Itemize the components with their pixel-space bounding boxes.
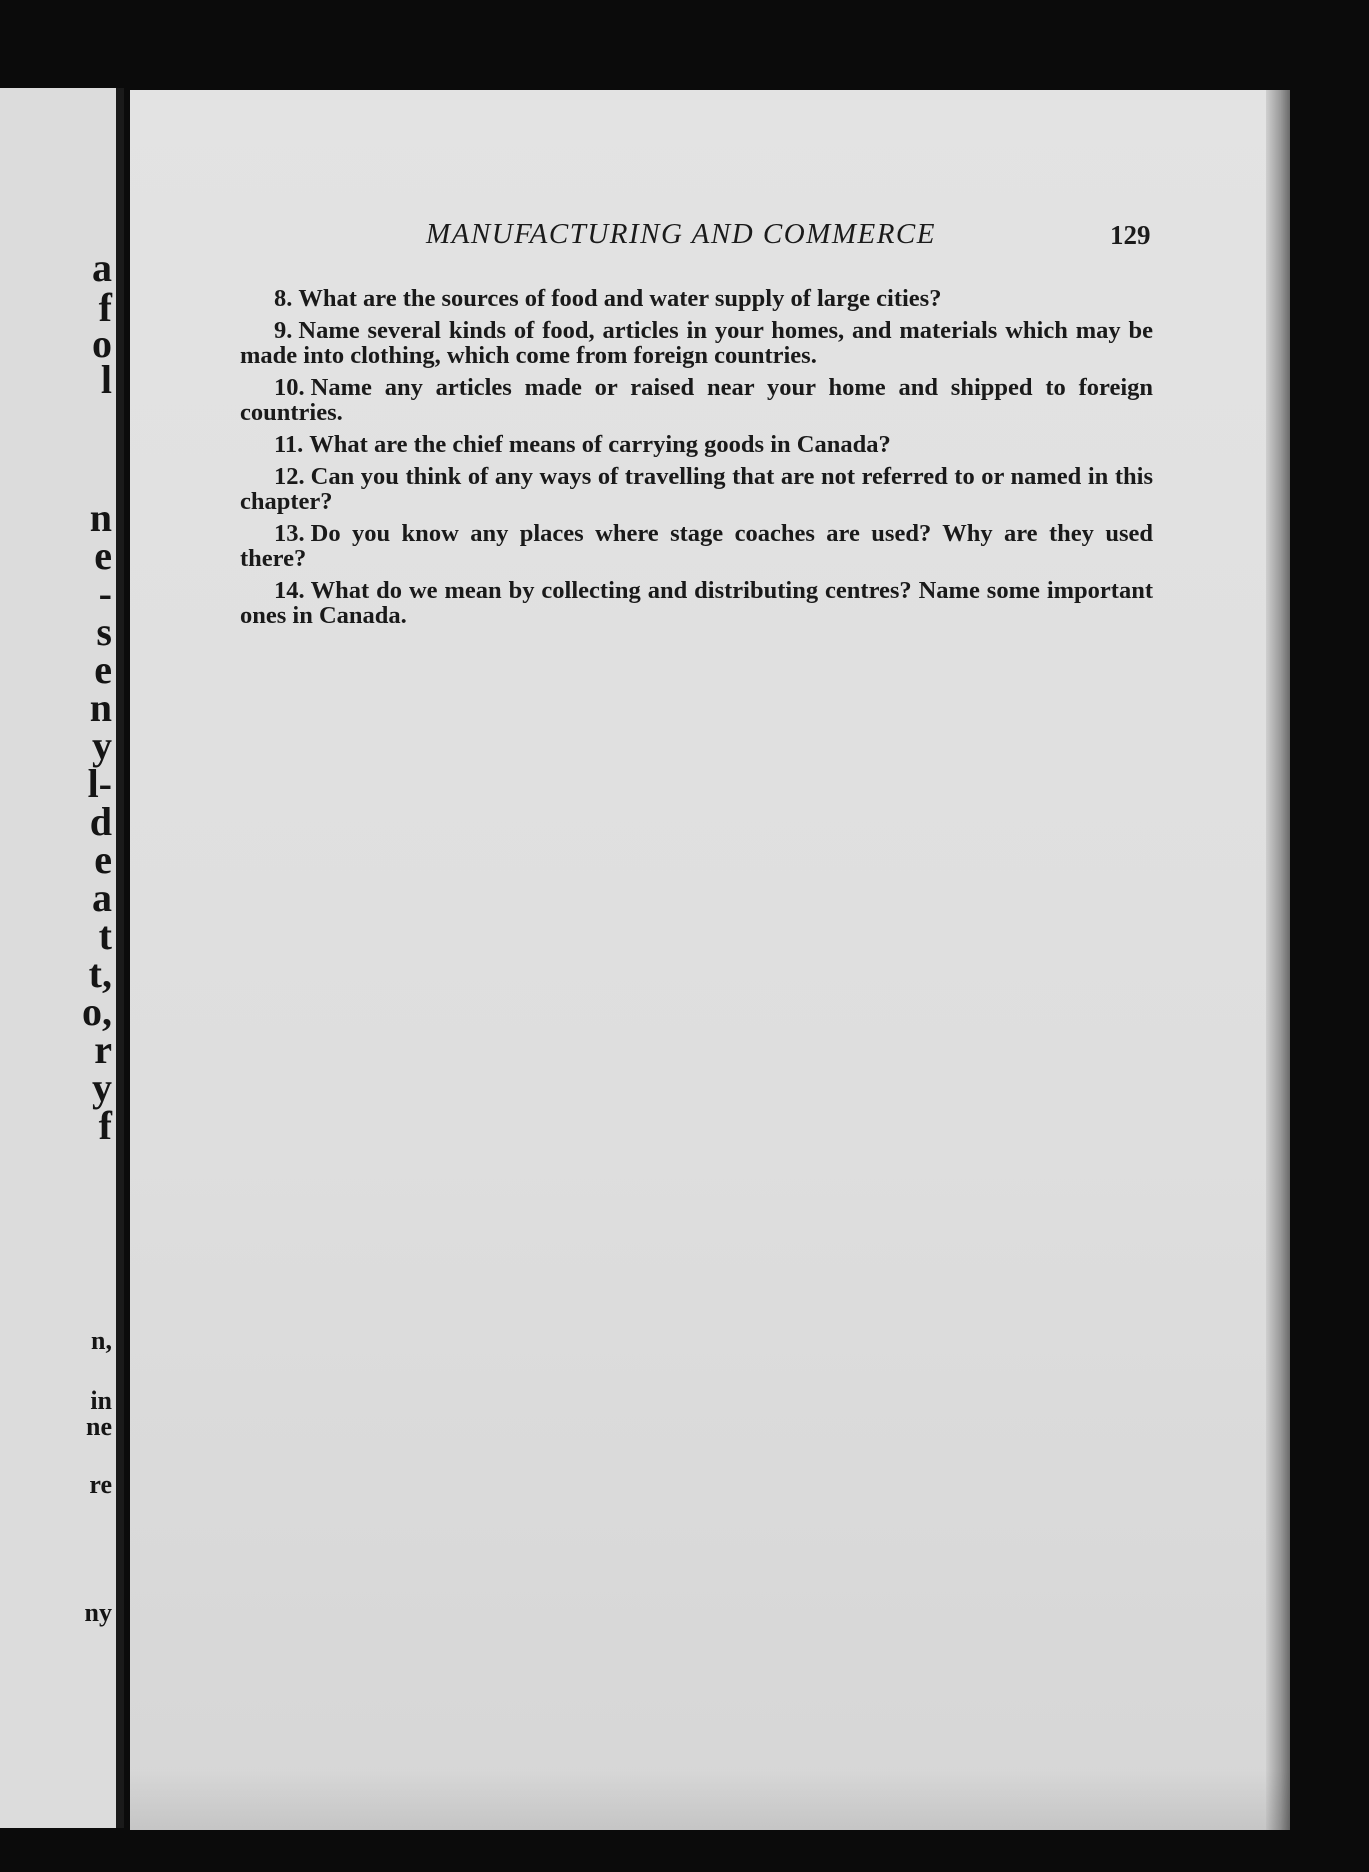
left-page-fragment: - <box>98 571 112 616</box>
left-page-fragment: n <box>89 495 112 540</box>
left-page-fragment: y <box>92 1065 112 1110</box>
running-title: MANUFACTURING AND COMMERCE <box>426 218 936 250</box>
question-item <box>240 432 1153 457</box>
question-number: 10. <box>274 374 305 401</box>
question-text: What do we mean by collecting and distributing centres? Name some important ones in Canada. <box>240 577 1153 629</box>
question-text: What are the chief means of carrying goods in Canada? <box>309 431 891 458</box>
page-bottom-shadow <box>130 1770 1290 1830</box>
page-header <box>130 218 1290 258</box>
question-item <box>240 578 1153 628</box>
left-page-fragment: f <box>98 285 112 330</box>
question-item <box>240 318 1153 368</box>
question-number: 9. <box>274 317 293 344</box>
previous-page-edge <box>0 88 124 1828</box>
left-page-fragment: o <box>92 321 112 366</box>
left-page-fragment: d <box>89 799 112 844</box>
left-page-fragment: e <box>94 533 112 578</box>
question-number: 13. <box>274 520 305 547</box>
question-text: Do you know any places where stage coaches are used? Why are they used there? <box>240 520 1153 572</box>
question-text: What are the sources of food and water supply of large cities? <box>298 285 942 312</box>
left-page-fragment: re <box>89 1470 112 1499</box>
page-edge-shadow <box>1266 90 1290 1830</box>
left-page-fragment: t <box>98 913 112 958</box>
left-page-fragment: ny <box>84 1598 112 1627</box>
left-page-fragment: n <box>89 685 112 730</box>
left-page-fragment: l <box>100 357 112 402</box>
question-number: 8. <box>274 285 293 312</box>
page <box>130 90 1290 1830</box>
left-page-fragment: f <box>98 1103 112 1148</box>
question-number: 12. <box>274 463 305 490</box>
left-page-fragment: y <box>92 723 112 768</box>
left-page-fragment: a <box>92 875 112 920</box>
left-page-fragment: e <box>94 647 112 692</box>
question-item <box>240 375 1153 425</box>
left-page-fragment: n, <box>91 1326 112 1355</box>
question-text: Can you think of any ways of travelling that are not referred to or named in this chapter? <box>240 463 1153 515</box>
question-item <box>240 286 1153 311</box>
question-text: Name any articles made or raised near your home and shipped to foreign countries. <box>240 374 1153 426</box>
left-page-fragment: o, <box>82 989 112 1034</box>
question-item <box>240 521 1153 571</box>
book-gutter <box>116 88 124 1828</box>
left-page-fragment: s <box>96 609 112 654</box>
left-page-fragment: a <box>92 245 112 290</box>
left-page-fragment: l- <box>87 761 112 806</box>
question-list <box>240 286 1153 635</box>
left-page-fragment: e <box>94 837 112 882</box>
question-text: Name several kinds of food, articles in your homes, and materials which may be made into clothing, which come from foreign countries. <box>240 317 1153 369</box>
left-page-fragment: ne <box>86 1412 112 1441</box>
question-number: 11. <box>274 431 304 458</box>
page-number: 129 <box>1110 220 1151 250</box>
question-item <box>240 464 1153 514</box>
left-page-fragment: t, <box>88 951 112 996</box>
left-page-fragment: r <box>94 1027 112 1072</box>
question-number: 14. <box>274 577 305 604</box>
left-page-fragment: in <box>90 1386 112 1415</box>
